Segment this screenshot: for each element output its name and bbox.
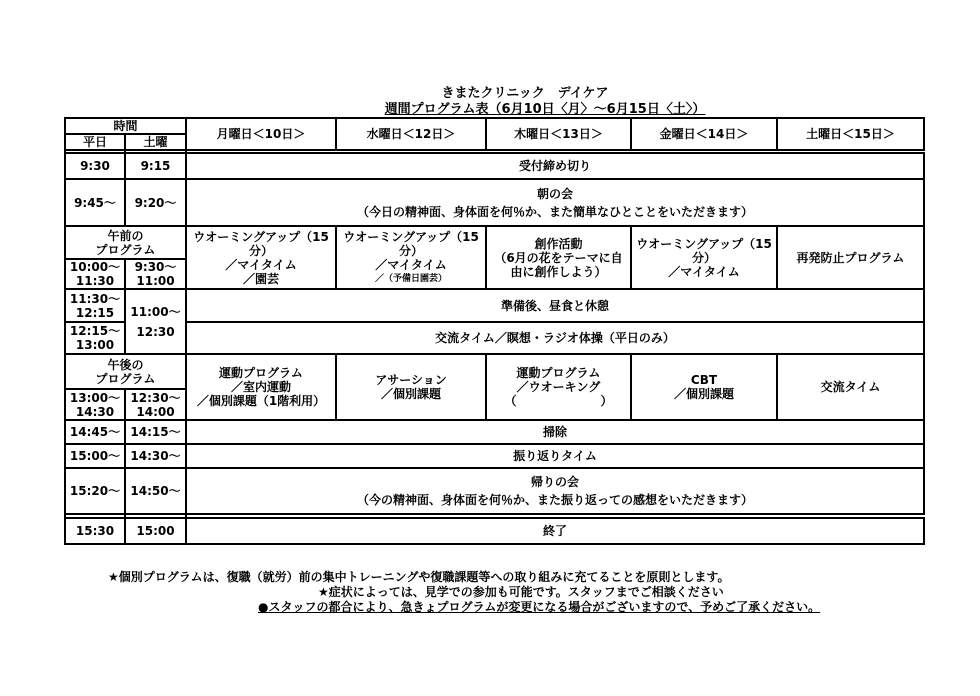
time-saturday-lunch — [125, 289, 186, 354]
pm-label-line1: 午後の — [107, 357, 144, 372]
pm-wed-line2: ／個別課題 — [380, 387, 441, 401]
pm-weekday-end: 14:30 — [75, 404, 115, 419]
am-wed-line2: ／マイタイム — [375, 257, 447, 272]
am-wed-line1: ウオーミングアップ（15分） — [343, 229, 479, 258]
exchange-weekday-start: 12:15～ — [69, 324, 121, 338]
program-reception: 受付締め切り — [186, 153, 924, 179]
closing-meeting-title: 帰りの会 — [530, 475, 579, 489]
time-saturday-closing-meeting: 14:50～ — [125, 468, 186, 514]
time-weekday-cleaning: 14:45～ — [65, 420, 125, 444]
weekly-schedule-table — [64, 117, 925, 545]
time-saturday-am — [125, 259, 186, 289]
note-observation: ★症状によっては、見学での参加も可能です。スタッフまでご相談ください — [318, 585, 724, 599]
exchange-weekday-end: 13:00 — [75, 338, 115, 352]
am-saturday-start: 9:30～ — [134, 260, 177, 274]
pm-fri-line2: ／個別課題 — [673, 387, 734, 401]
am-thu-line2: （6月の花をテーマに自 — [494, 250, 623, 265]
pm-program-wed — [336, 354, 486, 420]
pm-weekday-start: 13:00～ — [69, 390, 121, 405]
am-program-sat: 再発防止プログラム — [777, 226, 924, 289]
pm-program-sat: 交流タイム — [777, 354, 924, 420]
am-fri-line1: ウオーミングアップ（15分） — [636, 236, 772, 265]
am-thu-line1: 創作活動 — [534, 236, 583, 251]
program-exchange: 交流タイム／瞑想・ラジオ体操（平日のみ） — [186, 322, 924, 354]
am-mon-line1: ウオーミングアップ（15分） — [193, 229, 329, 258]
time-saturday-morning-meeting: 9:20～ — [125, 179, 186, 226]
pm-program-thu — [486, 354, 631, 420]
time-weekday-morning-meeting: 9:45～ — [65, 179, 125, 226]
closing-meeting-note: （今の精神面、身体面を何％か、また振り返っての感想をいただきます） — [356, 493, 753, 507]
pm-thu-line2: ／ウオーキング — [516, 380, 601, 394]
time-saturday-pm — [125, 389, 186, 420]
morning-meeting-title: 朝の会 — [536, 186, 573, 201]
pm-mon-line2: ／室内運動 — [230, 380, 291, 394]
time-weekday-reception: 9:30 — [65, 153, 125, 179]
pm-saturday-start: 12:30～ — [130, 390, 181, 405]
pm-thu-line3: （ ） — [504, 394, 613, 408]
am-program-mon — [186, 226, 336, 289]
pm-mon-line3: ／個別課題（1階利用） — [196, 394, 326, 408]
day-header-fri: 金曜日＜14日＞ — [631, 118, 777, 150]
am-weekday-end: 11:30 — [75, 274, 115, 288]
time-weekday-lunch — [65, 289, 125, 322]
weekday-header: 平日 — [65, 134, 125, 150]
note-schedule-change: ●スタッフの都合により、急きょプログラムが変更になる場合がございますので、予めご了承ください。 — [258, 600, 821, 614]
am-program-thu — [486, 226, 631, 289]
am-program-fri — [631, 226, 777, 289]
am-program-label — [65, 226, 186, 259]
day-header-sat: 土曜日＜15日＞ — [777, 118, 924, 150]
am-label-line1: 午前の — [107, 228, 144, 243]
time-weekday-exchange — [65, 322, 125, 354]
time-saturday-reflection: 14:30～ — [125, 444, 186, 468]
time-saturday-end: 15:00 — [125, 518, 186, 544]
time-weekday-closing-meeting: 15:20～ — [65, 468, 125, 514]
day-header-mon: 月曜日＜10日＞ — [186, 118, 336, 150]
lunch-saturday-start: 11:00～ — [130, 304, 181, 319]
clinic-name: きまたクリニック デイケア — [441, 86, 609, 101]
pm-label-line2: プログラム — [95, 371, 156, 386]
saturday-header: 土曜 — [125, 134, 186, 150]
am-mon-line3: ／園芸 — [242, 271, 279, 286]
program-closing-meeting — [186, 468, 924, 514]
am-mon-line2: ／マイタイム — [225, 257, 297, 272]
lunch-weekday-start: 11:30～ — [69, 291, 121, 306]
am-saturday-end: 11:00 — [136, 274, 175, 288]
pm-program-label — [65, 354, 186, 389]
am-label-line2: プログラム — [95, 242, 156, 257]
time-weekday-pm — [65, 389, 125, 420]
am-wed-line3: ／（予備日園芸） — [374, 273, 447, 284]
time-weekday-reflection: 15:00～ — [65, 444, 125, 468]
program-cleaning: 掃除 — [186, 420, 924, 444]
day-header-wed: 水曜日＜12日＞ — [336, 118, 486, 150]
day-header-thu: 木曜日＜13日＞ — [486, 118, 631, 150]
program-reflection: 振り返りタイム — [186, 444, 924, 468]
pm-saturday-end: 14:00 — [136, 404, 175, 419]
lunch-saturday-end: 12:30 — [136, 324, 175, 339]
time-weekday-end: 15:30 — [65, 518, 125, 544]
time-saturday-reception: 9:15 — [125, 153, 186, 179]
morning-meeting-note: （今日の精神面、身体面を何％か、また簡単なひとことをいただきます） — [356, 204, 753, 219]
program-morning-meeting — [186, 179, 924, 226]
note-individual-program: ★個別プログラムは、復職（就労）前の集中トレーニングや復職課題等への取り組みに充てることを原則とします。 — [108, 570, 730, 584]
pm-fri-line1: CBT — [690, 373, 718, 387]
program-end: 終了 — [186, 518, 924, 544]
pm-program-mon — [186, 354, 336, 420]
pm-wed-line1: アサーション — [375, 373, 447, 387]
schedule-title: 週間プログラム表（6月10日〈月〉～6月15日〈土〉） — [384, 102, 706, 117]
lunch-weekday-end: 12:15 — [75, 305, 115, 320]
am-fri-line2: ／マイタイム — [668, 264, 740, 279]
pm-mon-line1: 運動プログラム — [219, 366, 303, 380]
am-weekday-start: 10:00～ — [69, 260, 121, 274]
am-thu-line3: 由に創作しよう） — [510, 264, 607, 279]
pm-program-fri — [631, 354, 777, 420]
time-weekday-am — [65, 259, 125, 289]
pm-thu-line1: 運動プログラム — [516, 366, 601, 380]
time-saturday-cleaning: 14:15～ — [125, 420, 186, 444]
time-header: 時間 — [65, 118, 186, 134]
am-program-wed — [336, 226, 486, 289]
program-lunch: 準備後、昼食と休憩 — [186, 289, 924, 322]
